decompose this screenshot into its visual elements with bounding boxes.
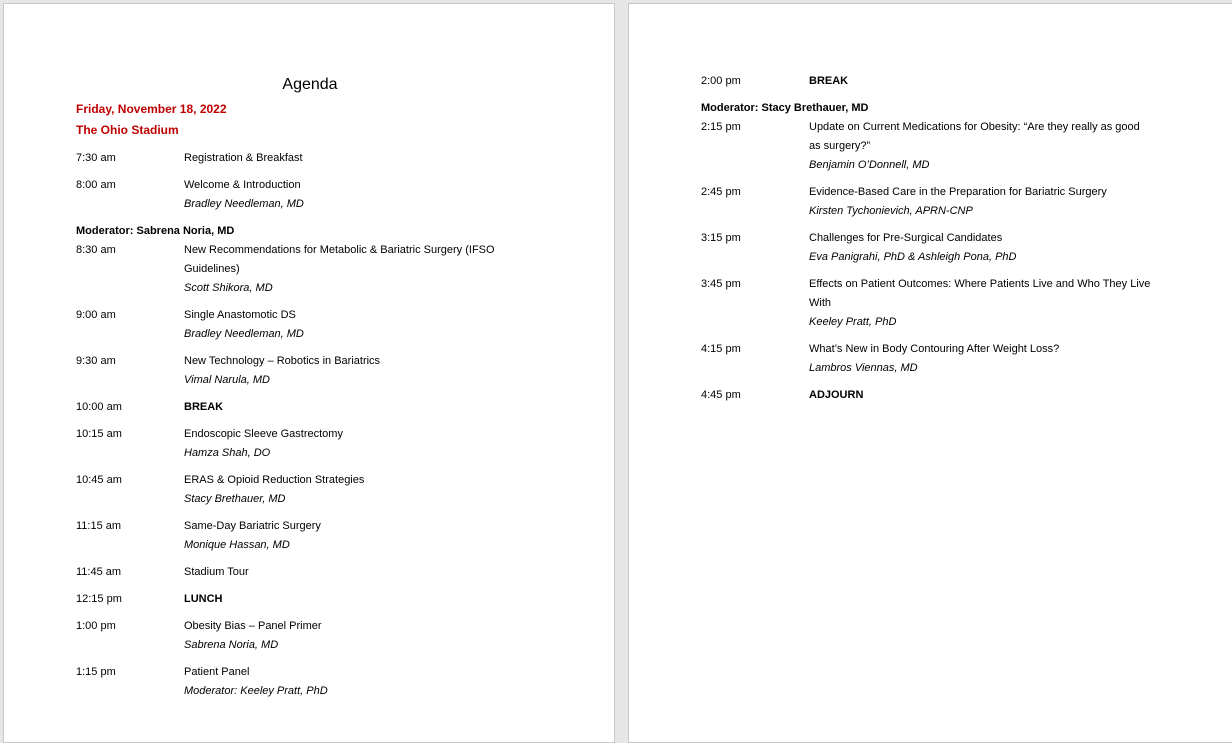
entry-title: Obesity Bias – Panel Primer <box>184 620 322 632</box>
entry-title: New Technology – Robotics in Bariatrics <box>184 355 381 367</box>
session-moderator: Moderator: Sabrena Noria, MD <box>76 225 235 237</box>
entry-speaker: Vimal Narula, MD <box>184 374 270 386</box>
entry-time: 11:45 am <box>76 566 122 578</box>
entry-description <box>184 617 529 655</box>
agenda-list-left <box>76 149 529 709</box>
entry-description <box>184 425 529 463</box>
agenda-entry <box>76 617 529 655</box>
entry-time: 12:15 pm <box>76 593 122 605</box>
entry-time: 7:30 am <box>76 152 116 164</box>
document-page-left <box>3 3 615 743</box>
entry-description <box>809 72 1154 91</box>
entry-speaker: Sabrena Noria, MD <box>184 639 279 651</box>
entry-time: 11:15 am <box>76 520 122 532</box>
entry-description <box>809 340 1154 378</box>
agenda-entry <box>76 241 529 298</box>
agenda-entry <box>701 386 1154 405</box>
entry-description <box>809 229 1154 267</box>
entry-time: 8:30 am <box>76 244 116 256</box>
entry-description <box>184 241 529 298</box>
agenda-venue: The Ohio Stadium <box>76 123 179 137</box>
entry-time: 1:00 pm <box>76 620 116 632</box>
entry-description <box>809 118 1154 175</box>
agenda-entry <box>76 517 529 555</box>
entry-description <box>184 471 529 509</box>
entry-title: Effects on Patient Outcomes: Where Patients Live and Who They Live With <box>809 278 1151 309</box>
entry-title: Single Anastomotic DS <box>184 309 296 321</box>
entry-title: Update on Current Medications for Obesity: “Are they really as good as surgery?” <box>809 121 1140 152</box>
entry-time: 2:00 pm <box>701 75 741 87</box>
agenda-entry <box>701 72 1154 91</box>
agenda-entry <box>701 118 1154 175</box>
entry-description <box>184 590 529 609</box>
agenda-entry <box>76 590 529 609</box>
entry-time: 2:45 pm <box>701 186 741 198</box>
entry-speaker: Moderator: Keeley Pratt, PhD <box>184 685 328 697</box>
agenda-entry <box>701 183 1154 221</box>
entry-speaker: Bradley Needleman, MD <box>184 328 304 340</box>
entry-title: What’s New in Body Contouring After Weight Loss? <box>809 343 1060 355</box>
entry-description <box>809 183 1154 221</box>
agenda-date: Friday, November 18, 2022 <box>76 102 227 116</box>
agenda-entry <box>76 398 529 417</box>
entry-description <box>809 275 1154 332</box>
entry-description <box>184 663 529 701</box>
entry-title: Registration & Breakfast <box>184 152 303 164</box>
entry-time: 9:00 am <box>76 309 116 321</box>
entry-speaker: Benjamin O’Donnell, MD <box>809 159 930 171</box>
entry-time: 2:15 pm <box>701 121 741 133</box>
entry-time: 4:15 pm <box>701 343 741 355</box>
agenda-title: Agenda <box>282 76 338 93</box>
entry-time: 10:15 am <box>76 428 122 440</box>
entry-title: Evidence-Based Care in the Preparation for Bariatric Surgery <box>809 186 1107 198</box>
agenda-list-right <box>701 72 1154 413</box>
entry-title: Challenges for Pre-Surgical Candidates <box>809 232 1003 244</box>
entry-title: Patient Panel <box>184 666 250 678</box>
agenda-entry <box>76 352 529 390</box>
agenda-entry <box>76 149 529 168</box>
entry-title: Welcome & Introduction <box>184 179 301 191</box>
entry-title: Endoscopic Sleeve Gastrectomy <box>184 428 343 440</box>
entry-title: LUNCH <box>184 593 223 605</box>
entry-speaker: Keeley Pratt, PhD <box>809 316 897 328</box>
entry-time: 9:30 am <box>76 355 116 367</box>
agenda-entry <box>76 663 529 701</box>
entry-speaker: Stacy Brethauer, MD <box>184 493 286 505</box>
entry-description <box>184 352 529 390</box>
entry-title: BREAK <box>809 75 849 87</box>
entry-title: ERAS & Opioid Reduction Strategies <box>184 474 365 486</box>
entry-time: 3:15 pm <box>701 232 741 244</box>
entry-title: ADJOURN <box>809 389 864 401</box>
entry-speaker: Monique Hassan, MD <box>184 539 290 551</box>
entry-title: BREAK <box>184 401 224 413</box>
agenda-entry <box>76 176 529 214</box>
entry-time: 1:15 pm <box>76 666 116 678</box>
entry-speaker: Lambros Viennas, MD <box>809 362 918 374</box>
agenda-entry <box>76 563 529 582</box>
entry-time: 3:45 pm <box>701 278 741 290</box>
entry-title: New Recommendations for Metabolic & Bariatric Surgery (IFSO Guidelines) <box>184 244 495 275</box>
agenda-entry <box>76 306 529 344</box>
entry-title: Same-Day Bariatric Surgery <box>184 520 321 532</box>
entry-time: 4:45 pm <box>701 389 741 401</box>
entry-speaker: Kirsten Tychonievich, APRN-CNP <box>809 205 973 217</box>
entry-description <box>184 306 529 344</box>
entry-speaker: Scott Shikora, MD <box>184 282 273 294</box>
agenda-entry <box>76 425 529 463</box>
entry-description <box>809 386 1154 405</box>
entry-speaker: Bradley Needleman, MD <box>184 198 304 210</box>
entry-description <box>184 517 529 555</box>
entry-description <box>184 398 529 417</box>
agenda-entry <box>701 275 1154 332</box>
entry-speaker: Hamza Shah, DO <box>184 447 271 459</box>
agenda-entry <box>701 340 1154 378</box>
agenda-entry <box>76 471 529 509</box>
entry-time: 10:00 am <box>76 401 122 413</box>
entry-time: 10:45 am <box>76 474 122 486</box>
session-moderator: Moderator: Stacy Brethauer, MD <box>701 102 869 114</box>
entry-description <box>184 149 529 168</box>
entry-title: Stadium Tour <box>184 566 249 578</box>
document-page-right <box>628 3 1232 743</box>
entry-description <box>184 563 529 582</box>
entry-description <box>184 176 529 214</box>
entry-time: 8:00 am <box>76 179 116 191</box>
entry-speaker: Eva Panigrahi, PhD & Ashleigh Pona, PhD <box>809 251 1017 263</box>
agenda-entry <box>701 229 1154 267</box>
